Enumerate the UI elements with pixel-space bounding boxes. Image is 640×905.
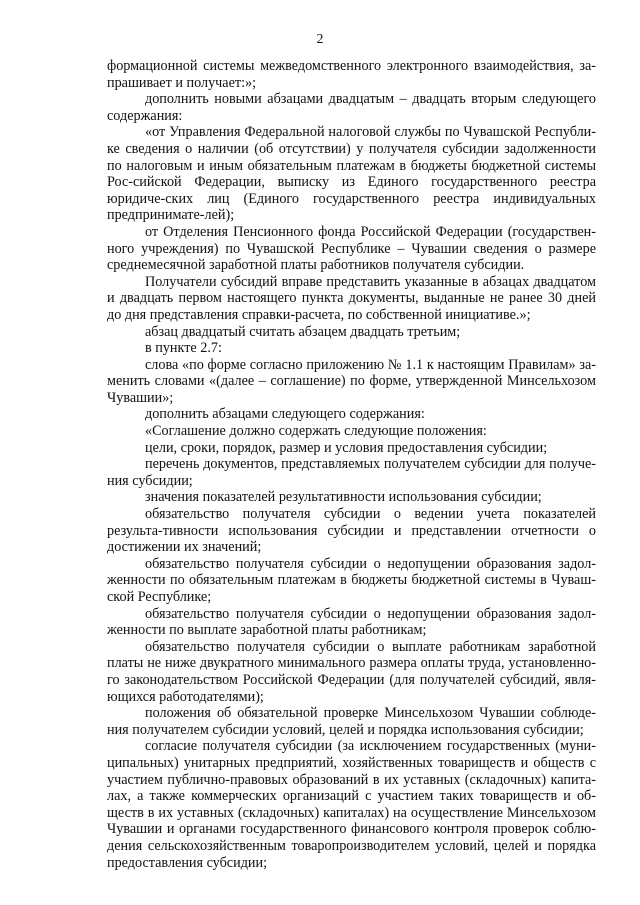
- paragraph: абзац двадцатый считать абзацем двадцать третьим;: [145, 323, 461, 340]
- paragraph: дополнить новыми абзацами двадцатым – двадцать вторым следующего содержания:: [107, 91, 596, 124]
- paragraph: Получатели субсидий вправе представить указанные в абзацах двадцатом и двадцать первом настоящего пункта документы, выданные не ранее 30 дней до дня представления справки-расчета, по собственной инициативе.»;: [107, 273, 596, 323]
- paragraph: «от Управления Федеральной налоговой службы по Чувашской Республи-ке сведения о наличии (об отсутствии) у получателя субсидии задолженности по налоговым и иным обязательным платежам в бюджеты бюджетной системы Рос-сийской Федерации, выписку из Единого государственного реестра юридиче-ских лиц (Единого государственного реестра индивидуальных предпринимате-лей);: [107, 124, 596, 224]
- paragraph: обязательство получателя субсидии о недопущении образования задол-женности по обязательным платежам в бюджеты бюджетной системы в Чуваш-ской Республике;: [107, 555, 596, 605]
- paragraph: обязательство получателя субсидии о ведении учета показателей результа-тивности использования субсидии и представлении отчетности о достижении их значений;: [107, 506, 596, 556]
- paragraph: дополнить абзацами следующего содержания:: [145, 406, 425, 423]
- paragraph: цели, сроки, порядок, размер и условия предоставления субсидии;: [145, 439, 548, 456]
- paragraph: «Соглашение должно содержать следующие положения:: [145, 423, 487, 440]
- paragraph: обязательство получателя субсидии о недопущении образования задол-женности по выплате заработной платы работникам;: [107, 605, 596, 639]
- paragraph: в пункте 2.7:: [145, 340, 222, 357]
- paragraph: значения показателей результативности использования субсидии;: [145, 489, 542, 506]
- paragraph: согласие получателя субсидии (за исключением государственных (муни-ципальных) унитарных предприятий, хозяйственных товариществ и обществ с участием публично-правовых образований в их уставных (складочных) капита-лах, а также коммерческих организаций с участием таких товариществ и об-ществ в их уставных (складочных) капиталах) на осуществление Минсельхозом Чувашии и органами государственного финансового контроля проверок соблю-дения сельскохозяйственным товаропроизводителем условий, целей и порядка предоставления субсидии;: [107, 738, 596, 871]
- paragraph: перечень документов, представляемых получателем субсидии для получе-ния субсидии;: [107, 456, 596, 489]
- paragraph: от Отделения Пенсионного фонда Российской Федерации (государствен-ного учреждения) по Чувашской Республике – Чувашии сведения о размере среднемесячной заработной платы работников получателя субсидии.: [107, 223, 596, 274]
- paragraph: положения об обязательной проверке Минсельхозом Чувашии соблюде-ния получателем субсидии условий, целей и порядка использования субсидии;: [107, 705, 596, 738]
- page-number: 2: [316, 32, 324, 47]
- document-body: [107, 58, 596, 871]
- paragraph: формационной системы межведомственного электронного взаимодействия, за-прашивает и получает:»;: [107, 58, 596, 91]
- paragraph: слова «по форме согласно приложению № 1.1 к настоящим Правилам» за-менить словами «(далее – соглашение) по форме, утвержденной Минсельхозом Чувашии»;: [107, 356, 596, 406]
- paragraph: обязательство получателя субсидии о выплате работникам заработной платы не ниже двукратного минимального размера оплаты труда, установленно-го законодательством Российской Федерации (для получателей субсидий, явля-ющихся работодателями);: [107, 638, 596, 705]
